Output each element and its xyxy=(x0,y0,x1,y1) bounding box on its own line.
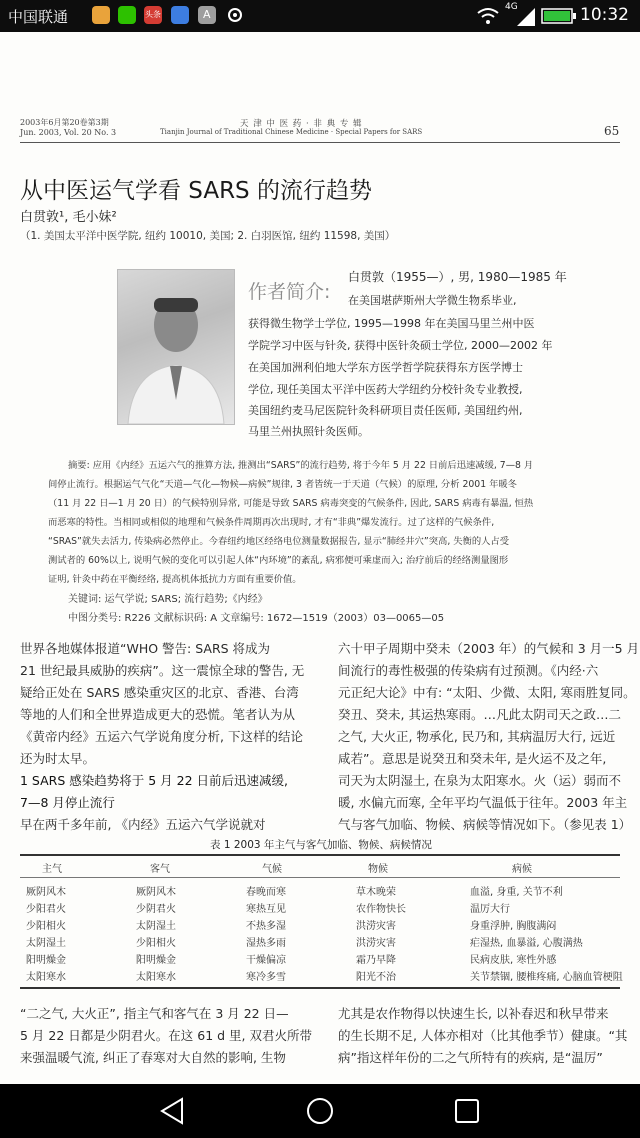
body-line: 世界各地媒体报道“WHO 警告: SARS 将成为 xyxy=(20,641,271,656)
table-row xyxy=(0,968,640,984)
body-line: 尤其是农作物得以快速生长, 以补春迟和秋早带来 xyxy=(338,1006,609,1021)
body-line: 的生长期不足, 人体亦相对（比其他季节）健康。“其 xyxy=(338,1028,628,1043)
table-header: 物候 xyxy=(368,864,388,875)
back-button[interactable] xyxy=(158,1096,188,1126)
table-cell: 洪涝灾害 xyxy=(356,921,396,932)
document-page[interactable] xyxy=(0,32,640,1084)
table-header: 病候 xyxy=(512,864,532,875)
table-cell: 少阳相火 xyxy=(136,938,176,949)
wechat-icon xyxy=(118,6,136,24)
a-app-label: A xyxy=(203,8,211,21)
table-cell: 疟湿热, 血暴溢, 心腹满热 xyxy=(470,938,583,949)
header-rule xyxy=(20,142,620,143)
table-cell: 厥阴风木 xyxy=(136,887,176,898)
body-line: 等地的人们和全世界造成更大的恐慌。笔者认为从 xyxy=(20,707,296,722)
table-cell: 血溢, 身重, 关节不利 xyxy=(470,887,563,898)
table-row xyxy=(0,917,640,933)
abstract-line: 而恶寒的特性。当相同或相似的地理和气候条件周期再次出现时, 才有“非典”爆发流行。过了这样的气候条件, xyxy=(48,517,495,528)
body-line: 六十甲子周期中癸未（2003 年）的气候和 3 月一5 月 xyxy=(338,641,640,656)
bio-line: 在美国堪萨斯州大学微生物系毕业, xyxy=(348,294,517,307)
table-cell: 民病皮肤, 寒性外感 xyxy=(470,955,557,966)
table-cell: 寒冷多雪 xyxy=(246,972,286,983)
table-cell: 阳光不治 xyxy=(356,972,396,983)
journal-name-en: Tianjin Journal of Traditional Chinese Medicine · Special Papers for SARS xyxy=(160,128,423,136)
mail-app-icon xyxy=(171,6,189,24)
bio-line: 在美国加洲利伯地大学东方医学哲学院获得东方医学博士 xyxy=(248,361,523,374)
classification: 中图分类号: R226 文献标识码: A 文章编号: 1672—1519（2003）03—0065—05 xyxy=(68,613,445,624)
section-heading: 7—8 月停止流行 xyxy=(20,795,115,810)
table-cell: 太阳寒水 xyxy=(26,972,66,983)
author-photo xyxy=(117,269,235,425)
table-header: 气候 xyxy=(262,864,282,875)
bio-line: 美国纽约麦马尼医院针灸科研项目责任医师, 美国纽约州, xyxy=(248,404,523,417)
body-line: 暖, 水偏亢而寒, 全年平均气温低于往年。2003 年主 xyxy=(338,795,628,810)
body-line: 咸若”。意思是说癸丑和癸未年, 是火运不及之年, xyxy=(338,751,607,766)
table-cell: 太阳寒水 xyxy=(136,972,176,983)
table-header: 客气 xyxy=(150,864,170,875)
battery-icon xyxy=(541,7,577,25)
journal-issue-en: Jun. 2003, Vol. 20 No. 3 xyxy=(20,128,117,137)
table-cell: 霜乃早降 xyxy=(356,955,396,966)
journal-issue-cn: 2003年6月第20卷第3期 xyxy=(20,118,109,127)
body-line: 早在两千多年前, 《内经》五运六气学说就对 xyxy=(20,817,266,832)
body-line: 气与客气加临、物候、病候等情况如下。（参见表 1） xyxy=(338,817,632,832)
table-top-rule xyxy=(20,854,620,856)
abstract-line: （11 月 22 日—1 月 20 日）的气候特别异常, 可能是导致 SARS 病毒突变的气候条件, 因此, SARS 病毒有暴温, 恒热 xyxy=(48,498,534,509)
a-app-icon xyxy=(198,6,216,24)
body-line: 癸丑、癸未, 其运热寒雨。…凡此太阴司天之政…二 xyxy=(338,707,621,722)
abstract-line: 证明, 针灸中药在平衡经络, 提高机体抵抗力方面有重要价值。 xyxy=(48,574,302,585)
bio-line: 获得微生物学士学位, 1995—1998 年在美国马里兰州中医 xyxy=(248,317,535,330)
table-cell: 身重浮肿, 胸腹满闷 xyxy=(470,921,557,932)
table-cell: 不热多湿 xyxy=(246,921,286,932)
abstract-line: 间停止流行。根据运气气化“天道—气化—物候—病候”规律, 3 者皆统一于天道（气候）的原理, 分析 2001 年暖冬 xyxy=(48,479,517,490)
table-cell: 湿热多雨 xyxy=(246,938,286,949)
table-cell: 厥阴风木 xyxy=(26,887,66,898)
carrier-label: 中国联通 xyxy=(8,8,69,26)
body-line: 5 月 22 日都是少阴君火。在这 61 d 里, 双君火所带 xyxy=(20,1028,312,1043)
home-button[interactable] xyxy=(305,1096,335,1126)
news-app-label: 头条 xyxy=(145,10,161,19)
body-line: 司天为太阴湿土, 在泉为太阳寒水。火（运）弱而不 xyxy=(338,773,621,788)
table-cell: 太阴湿土 xyxy=(136,921,176,932)
body-line: 之气, 大火正, 物承化, 民乃和, 其病温厉大行, 远近 xyxy=(338,729,616,744)
table-header-rule xyxy=(20,877,620,878)
table-cell: 洪涝灾害 xyxy=(356,938,396,949)
table-cell: 太阴湿土 xyxy=(26,938,66,949)
bio-line: 白贯敦（1955—）, 男, 1980—1985 年 xyxy=(348,270,567,284)
bio-label: 作者简介: xyxy=(248,281,331,303)
table-cell: 少阳君火 xyxy=(26,904,66,915)
app-color-icon xyxy=(92,6,110,24)
table-caption: 表 1 2003 年主气与客气加临、物候、病候情况 xyxy=(210,839,432,851)
table-row xyxy=(0,951,640,967)
table-header: 主气 xyxy=(42,864,62,875)
body-line: 疑给正处在 SARS 感染重灾区的北京、香港、台湾 xyxy=(20,685,299,700)
affiliation: （1. 美国太平洋中医学院, 纽约 10010, 美国; 2. 白羽医馆, 纽约 11598, 美国） xyxy=(20,230,396,242)
abstract-line: 测试者的 60%以上, 说明气候的变化可以引起人体“内环境”的紊乱, 病邪便可乘虚而入; 治疗前后的经络测量图形 xyxy=(48,555,509,566)
signal-icon xyxy=(517,8,535,26)
body-line: 21 世纪最具威胁的疾病”。这一震惊全球的警告, 无 xyxy=(20,663,305,678)
table-cell: 干燥偏凉 xyxy=(246,955,286,966)
table-row xyxy=(0,883,640,899)
table-cell: 寒热互见 xyxy=(246,904,286,915)
body-line: 来强温暖气流, 纠正了春寒对大自然的影响, 生物 xyxy=(20,1050,286,1065)
section-heading: 1 SARS 感染趋势将于 5 月 22 日前后迅速减缓, xyxy=(20,773,288,788)
table-cell: 农作物快长 xyxy=(356,904,406,915)
table-cell: 关节禁锢, 腰椎疼痛, 心脑血管梗阻 xyxy=(470,972,623,983)
table-cell: 温厉大行 xyxy=(470,904,510,915)
table-cell: 少阳相火 xyxy=(26,921,66,932)
status-bar xyxy=(0,0,640,32)
journal-name-cn: 天 津 中 医 药 · 非 典 专 辑 xyxy=(240,119,363,129)
table-cell: 草木晚荣 xyxy=(356,887,396,898)
settings-icon xyxy=(226,6,244,24)
table-row xyxy=(0,900,640,916)
table-row xyxy=(0,934,640,950)
bio-line: 学位, 现任美国太平洋中医药大学纽约分校针灸专业教授, xyxy=(248,383,523,396)
recent-apps-button[interactable] xyxy=(452,1096,482,1126)
table-cell: 阳明燥金 xyxy=(26,955,66,966)
body-line: “二之气, 大火正”, 指主气和客气在 3 月 22 日— xyxy=(20,1006,289,1021)
author-portrait-image xyxy=(118,270,234,424)
body-line: 间流行的毒性极强的传染病有过预测。《内经·六 xyxy=(338,663,599,678)
abstract-line: “SRAS”就失去活力, 传染病必然停止。今春纽约地区经络电位测量数据报告, 显示“肺经井穴”突高, 失衡的人占受 xyxy=(48,536,510,547)
body-line: 元正纪大论》中有: “太阳、少微、太阳, 寒雨胜复同。 xyxy=(338,685,636,700)
wifi-icon xyxy=(476,6,500,26)
network-type: 4G xyxy=(505,2,518,12)
table-bottom-rule xyxy=(20,987,620,989)
table-cell: 少阴君火 xyxy=(136,904,176,915)
article-title: 从中医运气学看 SARS 的流行趋势 xyxy=(20,178,372,204)
news-app-icon xyxy=(144,6,162,24)
body-line: 病”指这样年份的二之气所特有的疾病, 是“温厉” xyxy=(338,1050,603,1065)
abstract-line: 摘要: 应用《内经》五运六气的推算方法, 推测出“SARS”的流行趋势, 将于今年 5 月 22 日前后迅速减缓, 7—8 月 xyxy=(68,460,534,471)
authors: 白贯敦¹, 毛小妹² xyxy=(20,210,117,225)
body-line: 《黄帝内经》五运六气学说角度分析, 下这样的结论 xyxy=(20,729,303,744)
clock: 10:32 xyxy=(580,5,629,25)
bio-line: 马里兰州执照针灸医师。 xyxy=(248,425,369,438)
bio-line: 学院学习中医与针灸, 获得中医针灸硕士学位, 2000—2002 年 xyxy=(248,339,553,352)
keywords: 关键词: 运气学说; SARS; 流行趋势;《内经》 xyxy=(68,594,268,605)
page-number: 65 xyxy=(604,124,620,138)
body-line: 还为时太早。 xyxy=(20,751,96,766)
table-cell: 春晚而寒 xyxy=(246,887,286,898)
navigation-bar xyxy=(0,1084,640,1138)
table-cell: 阳明燥金 xyxy=(136,955,176,966)
